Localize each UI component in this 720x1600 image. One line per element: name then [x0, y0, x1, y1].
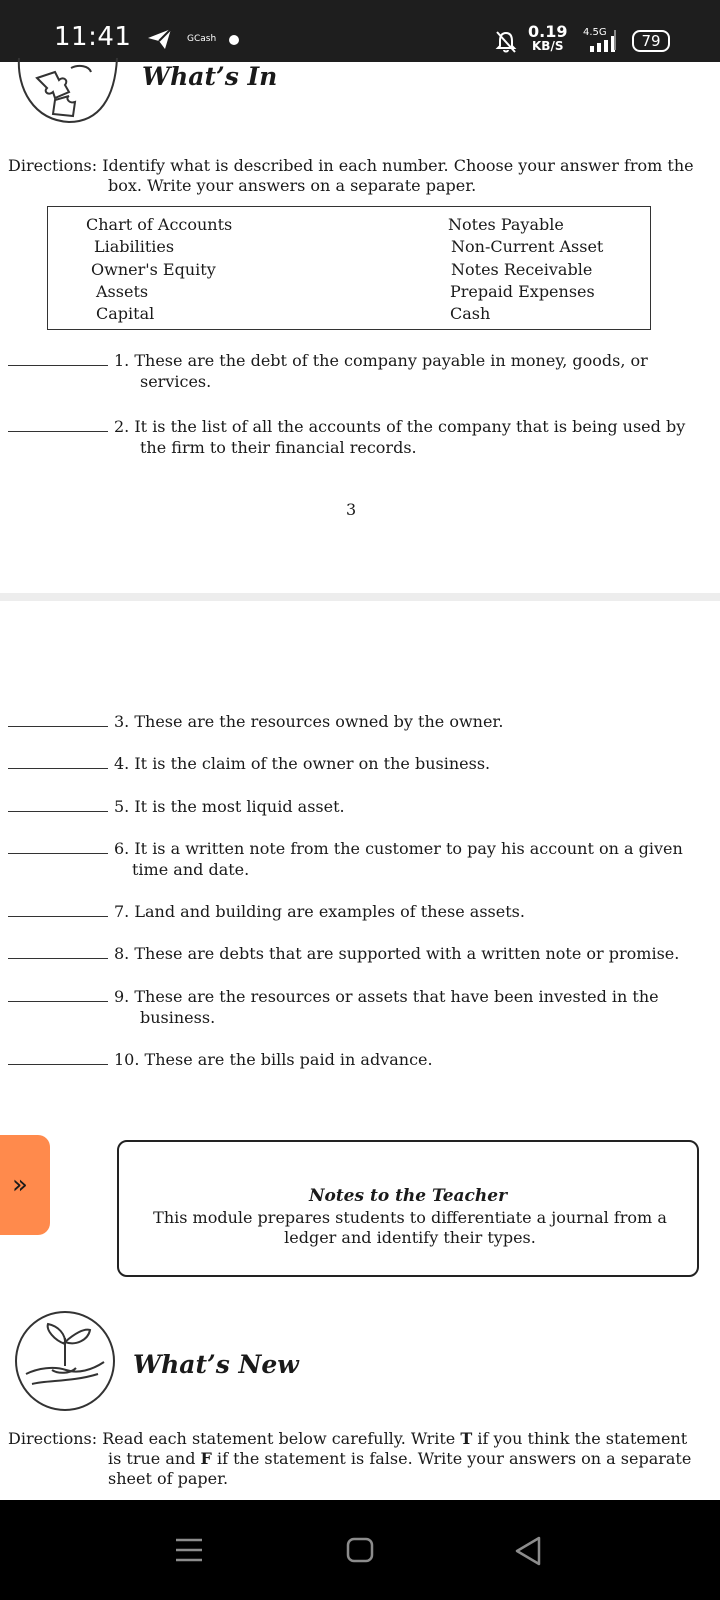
question-2: [8, 416, 685, 458]
navigation-bar: [0, 1500, 720, 1600]
status-bar: [0, 0, 720, 62]
question-8: [8, 943, 679, 964]
network-speed: [528, 22, 568, 53]
network-type: 4.5G: [583, 27, 607, 38]
notes-title: Notes to the Teacher: [308, 1186, 508, 1206]
choice-owners-equity: Owner's Equity: [91, 260, 216, 279]
question-text: 1. These are the debt of the company payable in money, goods, or: [114, 351, 648, 370]
notification-dot-icon: [229, 35, 239, 45]
directions-line: Directions: Identify what is described in each number. Choose your answer from the: [8, 156, 694, 175]
choice-assets: Assets: [96, 282, 149, 301]
question-text: 7. Land and building are examples of these assets.: [114, 902, 525, 921]
question-7: [8, 901, 525, 922]
choice-capital: Capital: [96, 304, 155, 323]
answer-blank[interactable]: [8, 840, 108, 854]
status-time: 11:41: [54, 22, 132, 52]
page-divider: [0, 593, 720, 601]
directions-line: [8, 1449, 708, 1469]
section-title-whats-new: What’s New: [133, 1350, 299, 1379]
directions-text: is true and: [108, 1449, 201, 1468]
answer-blank[interactable]: [8, 418, 108, 432]
home-icon[interactable]: [345, 1536, 375, 1564]
question-text-cont: the firm to their financial records.: [140, 438, 417, 457]
signal-icon: [588, 36, 616, 52]
side-panel-toggle-button[interactable]: »: [0, 1135, 50, 1235]
section-title-whats-in: What’s In: [142, 62, 278, 91]
question-10: [8, 1049, 433, 1070]
choice-non-current-asset: Non-Current Asset: [451, 237, 604, 256]
notes-body: This module prepares students to differentiate a journal from a ledger and identify their types.: [153, 1208, 667, 1247]
answer-choices-box: [47, 206, 651, 330]
question-text: 5. It is the most liquid asset.: [114, 797, 345, 816]
answer-blank[interactable]: [8, 945, 108, 959]
send-icon: [147, 27, 173, 51]
directions-text: if you think the statement: [472, 1429, 688, 1448]
directions-whats-new: [8, 1429, 708, 1489]
answer-blank[interactable]: [8, 988, 108, 1002]
question-text: 10. These are the bills paid in advance.: [114, 1050, 433, 1069]
question-text: 3. These are the resources owned by the owner.: [114, 712, 504, 731]
choice-liabilities: Liabilities: [94, 237, 175, 256]
directions-text: Directions: Read each statement below carefully. Write: [8, 1429, 461, 1448]
choice-notes-payable: Notes Payable: [448, 215, 564, 234]
battery-indicator: 79: [632, 30, 670, 52]
answer-blank[interactable]: [8, 352, 108, 366]
plant-hand-icon: [12, 1308, 118, 1414]
question-1: [8, 350, 648, 392]
back-icon[interactable]: [513, 1535, 543, 1567]
question-6: [8, 838, 683, 880]
question-text-cont: business.: [140, 1008, 216, 1027]
directions-line: box. Write your answers on a separate paper.: [108, 176, 477, 195]
network-speed-unit: KB/S: [532, 39, 564, 53]
question-5: [8, 796, 345, 817]
directions-whats-in: [8, 156, 708, 196]
question-text: 9. These are the resources or assets that have been invested in the: [114, 987, 659, 1006]
true-letter: T: [460, 1429, 473, 1448]
question-4: [8, 753, 490, 774]
answer-blank[interactable]: [8, 903, 108, 917]
answer-blank[interactable]: [8, 798, 108, 812]
choice-prepaid-expenses: Prepaid Expenses: [450, 282, 595, 301]
puzzle-hand-icon: [15, 58, 121, 126]
question-text-cont: services.: [140, 372, 212, 391]
choice-notes-receivable: Notes Receivable: [451, 260, 593, 279]
question-text: 8. These are debts that are supported with a written note or promise.: [114, 944, 680, 963]
status-app-label: GCash: [187, 34, 217, 44]
mute-bell-icon: [495, 30, 517, 54]
answer-blank[interactable]: [8, 755, 108, 769]
directions-line: [8, 1429, 687, 1448]
question-text: 6. It is a written note from the customer to pay his account on a given: [114, 839, 683, 858]
answer-blank[interactable]: [8, 1051, 108, 1065]
recent-apps-icon[interactable]: [174, 1537, 204, 1563]
directions-text: if the statement is false. Write your answers on a separate: [211, 1449, 692, 1468]
choice-chart-of-accounts: Chart of Accounts: [86, 215, 233, 234]
answer-blank[interactable]: [8, 713, 108, 727]
notes-to-teacher-box: [117, 1140, 699, 1277]
status-separator: [614, 30, 616, 50]
question-text: 4. It is the claim of the owner on the business.: [114, 754, 491, 773]
choice-cash: Cash: [450, 304, 491, 323]
question-3: [8, 711, 503, 732]
question-text: 2. It is the list of all the accounts of the company that is being used by: [114, 417, 686, 436]
directions-line: sheet of paper.: [108, 1469, 229, 1488]
network-speed-value: 0.19: [528, 22, 568, 41]
question-9: [8, 986, 659, 1028]
question-text-cont: time and date.: [132, 860, 250, 879]
false-letter: F: [200, 1449, 212, 1468]
page-number: 3: [346, 500, 357, 519]
